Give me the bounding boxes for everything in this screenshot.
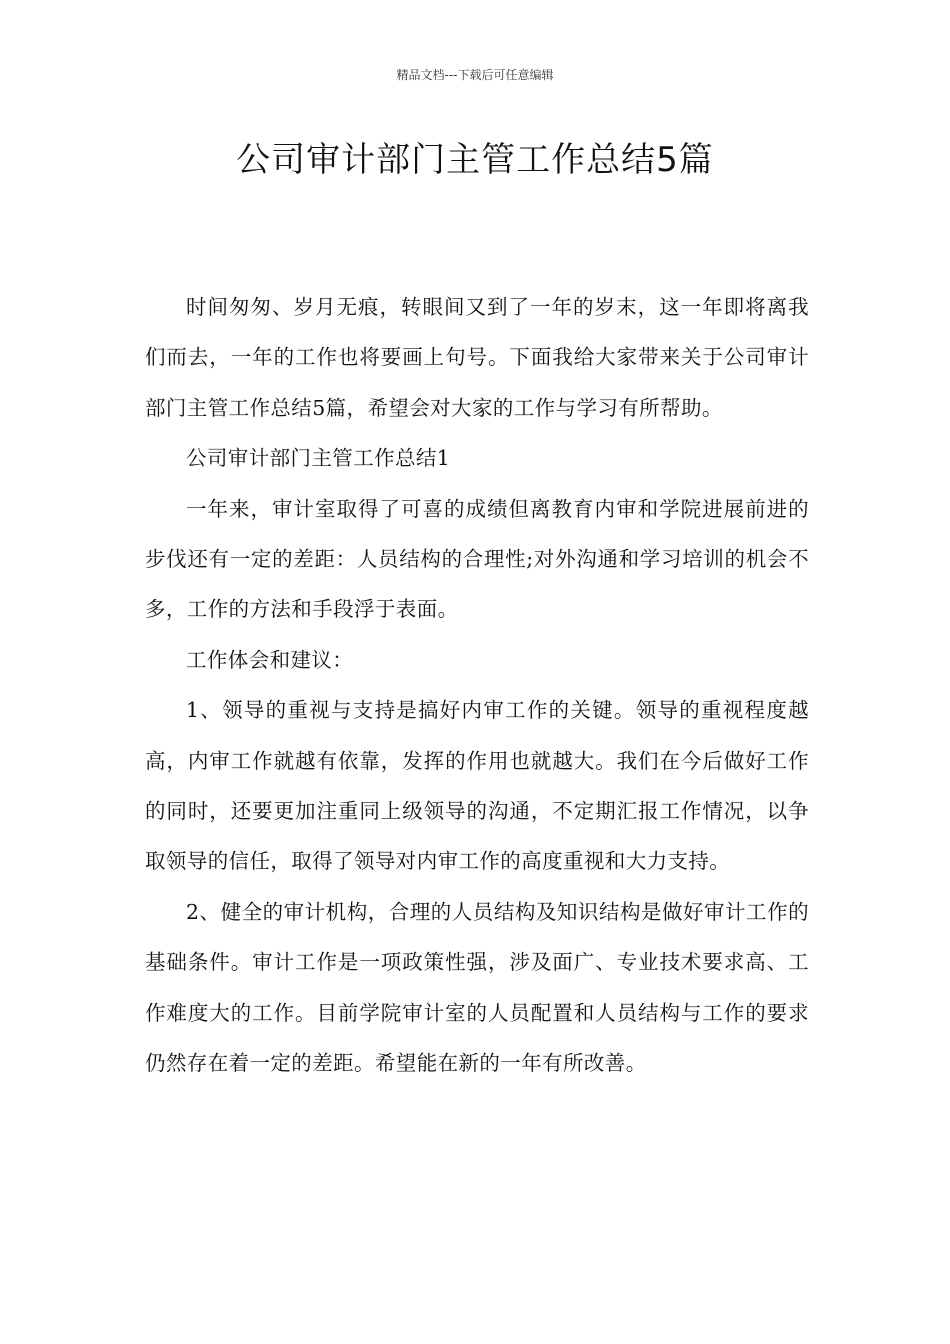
intro-paragraph: 时间匆匆、岁月无痕，转眼间又到了一年的岁末，这一年即将离我们而去，一年的工作也将要画上句号。下面我给大家带来关于公司审计部门主管工作总结5篇，希望会对大家的工作与学习有所帮助。 [145,295,809,420]
body-paragraph: 1、领导的重视与支持是搞好内审工作的关键。领导的重视程度越高，内审工作就越有依靠，发挥的作用也就越大。我们在今后做好工作的同时，还要更加注重同上级领导的沟通，不定期汇报工作情况，以争取领导的信任，取得了领导对内审工作的高度重视和大力支持。 [145,698,809,874]
body-paragraph: 2、健全的审计机构，合理的人员结构及知识结构是做好审计工作的基础条件。审计工作是一项政策性强，涉及面广、专业技术要求高、工作难度大的工作。目前学院审计室的人员配置和人员结构与工作的要求仍然存在着一定的差距。希望能在新的一年有所改善。 [145,899,809,1076]
document-body [145,282,809,1089]
subheading-paragraph: 工作体会和建议： [186,647,354,672]
body-paragraph: 一年来，审计室取得了可喜的成绩但离教育内审和学院进展前进的步伐还有一定的差距：人员结构的合理性;对外沟通和学习培训的机会不多，工作的方法和手段浮于表面。 [145,496,809,622]
header-note: 精品文档---下载后可任意编辑 [396,68,554,82]
document-title: 公司审计部门主管工作总结5篇 [236,140,714,180]
section-heading: 公司审计部门主管工作总结1 [186,446,451,471]
